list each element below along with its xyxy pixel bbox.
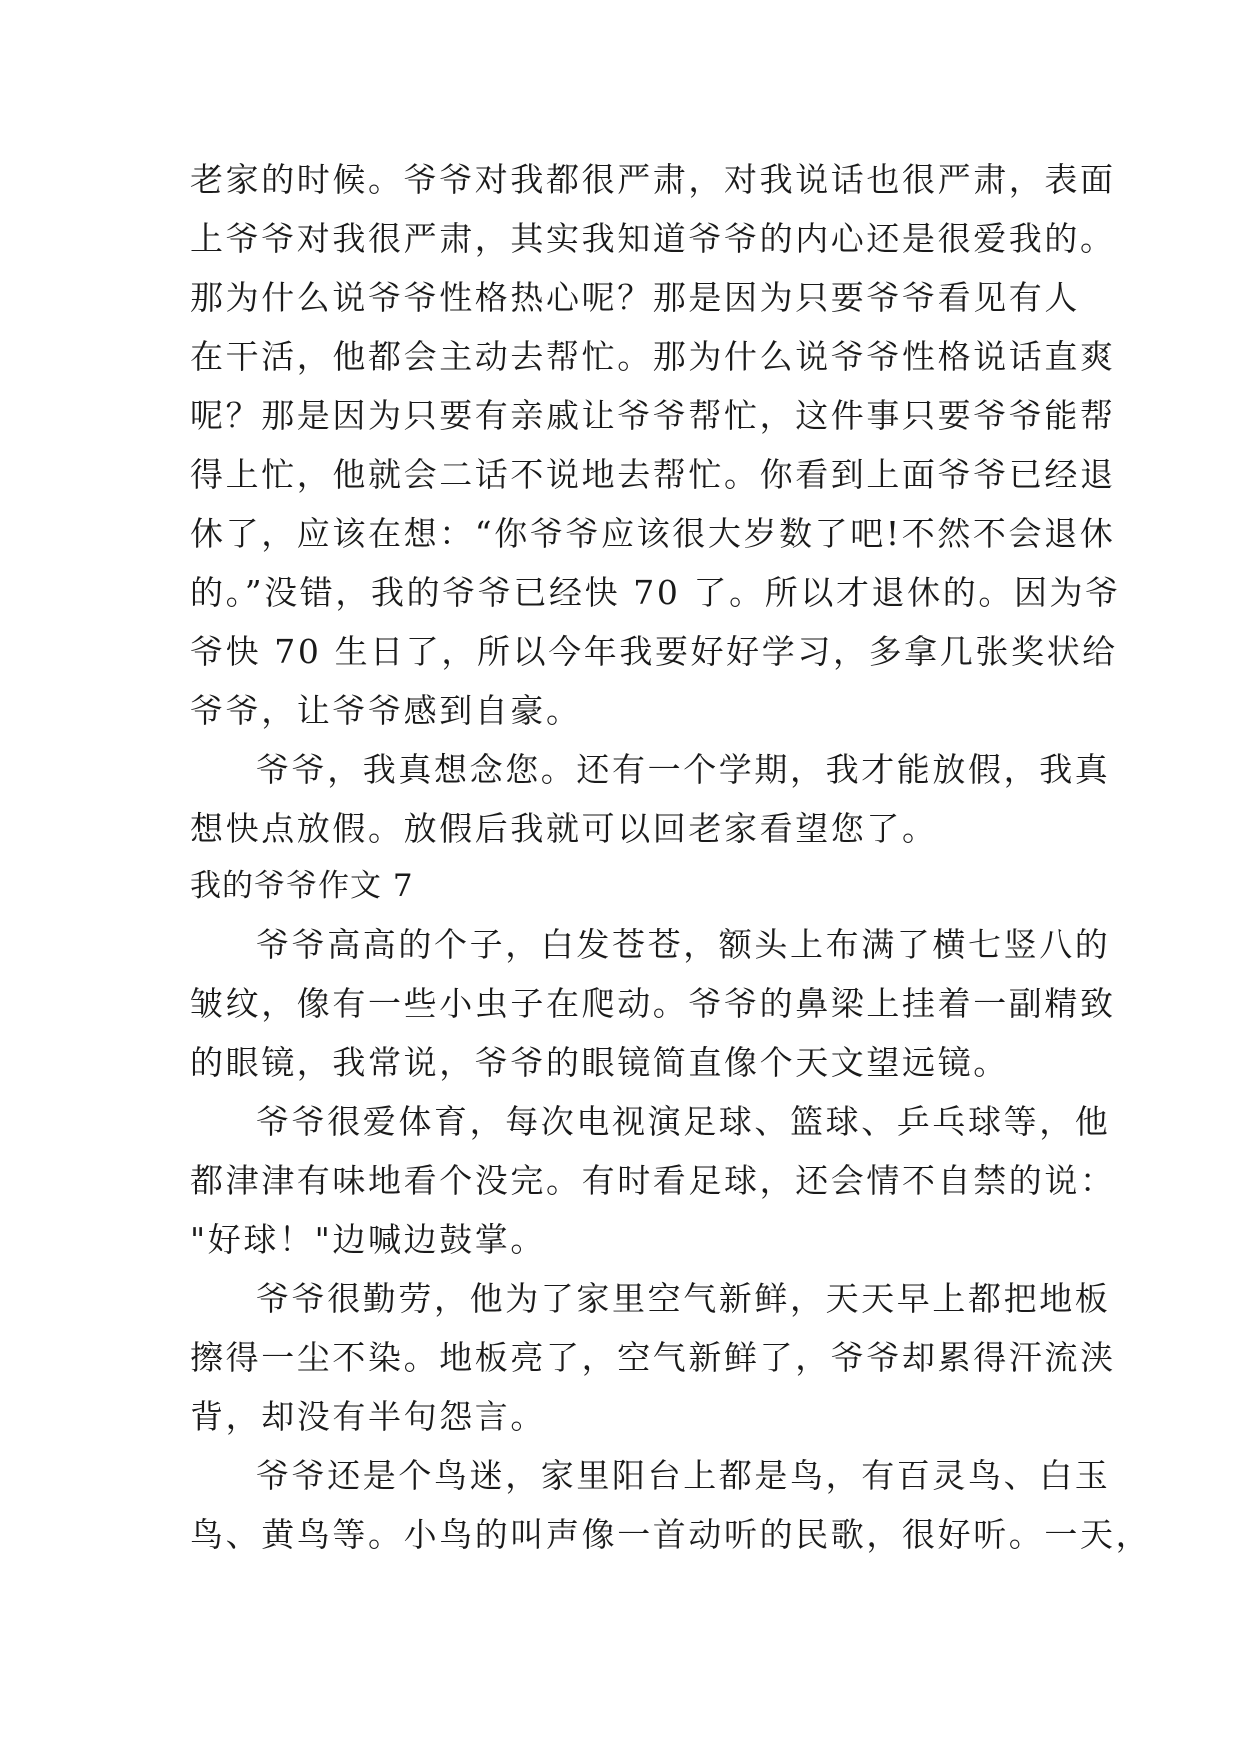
paragraph <box>190 740 1111 858</box>
paragraph <box>190 1446 1152 1564</box>
text-line: 得上忙，他就会二话不说地去帮忙。你看到上面爷爷已经退 <box>190 455 1116 494</box>
paragraph <box>190 1092 1116 1269</box>
text-line: 爷爷还是个鸟迷，家里阳台上都是鸟，有百灵鸟、白玉 <box>256 1456 1111 1495</box>
text-line: 鸟、黄鸟等。小鸟的叫声像一首动听的民歌，很好听。一天， <box>190 1515 1152 1554</box>
text-line: 呢？那是因为只要有亲戚让爷爷帮忙，这件事只要爷爷能帮 <box>190 396 1116 435</box>
text-line: 的。”没错，我的爷爷已经快 70 了。所以才退休的。因为爷 <box>190 573 1121 612</box>
text-line: 爷爷很爱体育，每次电视演足球、篮球、乒乓球等，他 <box>256 1102 1111 1141</box>
text-line: 上爷爷对我很严肃，其实我知道爷爷的内心还是很爱我的。 <box>190 219 1116 258</box>
text-line: 爷爷高高的个子，白发苍苍，额头上布满了横七竖八的 <box>256 925 1111 964</box>
section-heading: 我的爷爷作文 7 <box>190 868 414 904</box>
text-line: 那为什么说爷爷性格热心呢？那是因为只要爷爷看见有人 <box>190 278 1080 317</box>
paragraph-continued <box>190 150 1121 740</box>
text-line: 的眼镜，我常说，爷爷的眼镜简直像个天文望远镜。 <box>190 1043 1009 1082</box>
text-line: 在干活，他都会主动去帮忙。那为什么说爷爷性格说话直爽 <box>190 337 1116 376</box>
text-line: 爷快 70 生日了，所以今年我要好好学习，多拿几张奖状给 <box>190 632 1118 671</box>
text-line: 爷爷，让爷爷感到自豪。 <box>190 691 582 730</box>
text-line: "好球！"边喊边鼓掌。 <box>190 1220 546 1259</box>
text-line: 都津津有味地看个没完。有时看足球，还会情不自禁的说： <box>190 1161 1116 1200</box>
text-line: 老家的时候。爷爷对我都很严肃，对我说话也很严肃，表面 <box>190 160 1116 199</box>
text-line: 休了，应该在想：“你爷爷应该很大岁数了吧!不然不会退休 <box>190 514 1116 553</box>
text-line: 爷爷很勤劳，他为了家里空气新鲜，天天早上都把地板 <box>256 1279 1111 1318</box>
text-line: 背，却没有半句怨言。 <box>190 1397 546 1436</box>
document-body <box>190 150 1152 1564</box>
text-line: 擦得一尘不染。地板亮了，空气新鲜了，爷爷却累得汗流浃 <box>190 1338 1116 1377</box>
paragraph <box>190 1269 1116 1446</box>
text-line: 想快点放假。放假后我就可以回老家看望您了。 <box>190 809 938 848</box>
paragraph <box>190 915 1116 1092</box>
text-line: 皱纹，像有一些小虫子在爬动。爷爷的鼻梁上挂着一副精致 <box>190 984 1116 1023</box>
text-line: 爷爷，我真想念您。还有一个学期，我才能放假，我真 <box>256 750 1111 789</box>
